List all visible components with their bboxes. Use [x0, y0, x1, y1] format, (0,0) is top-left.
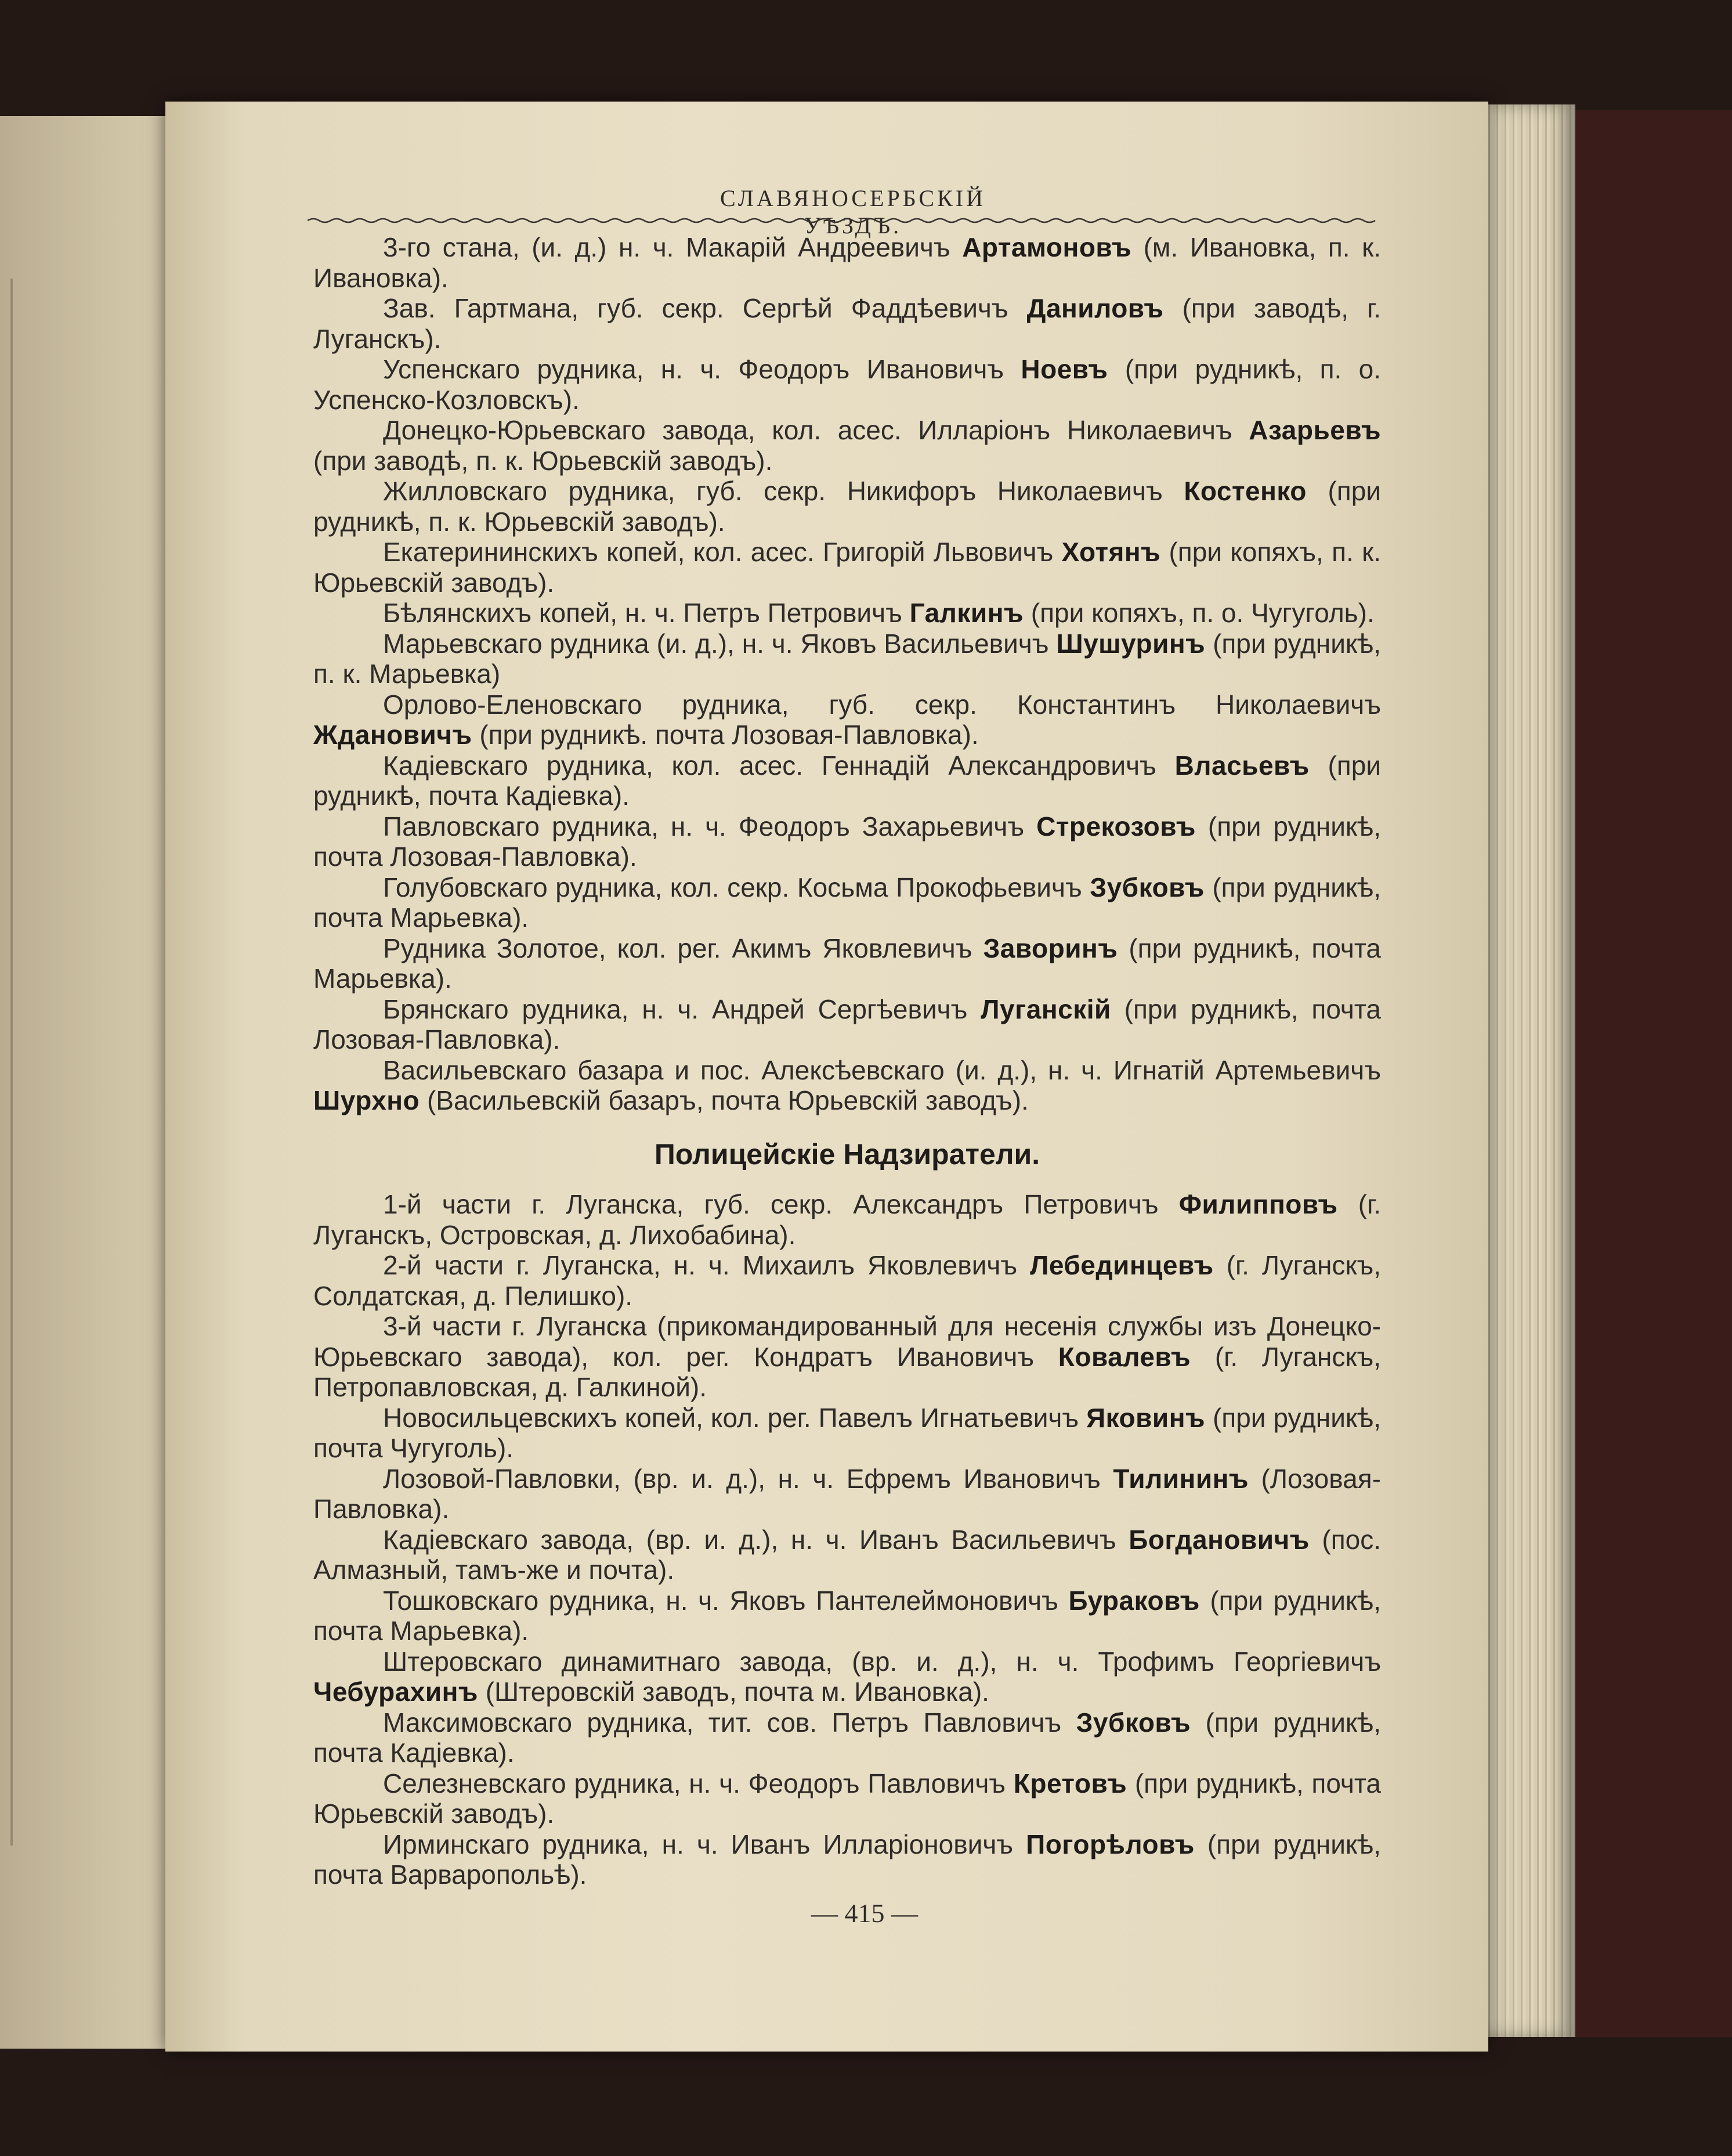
running-title: СЛАВЯНОСЕРБСКІЙ УѢЗДЪ.	[720, 185, 986, 239]
entry-paragraph	[313, 994, 1381, 1055]
official-surname: Погорѣловъ	[1026, 1829, 1195, 1859]
entry-paragraph	[313, 811, 1381, 872]
official-surname: Филипповъ	[1178, 1189, 1338, 1219]
entry-address: (Лозовая-Павловка).	[313, 1463, 1381, 1524]
entry-address: (Васильевскій базаръ, почта Юрьевскій заводъ).	[420, 1085, 1029, 1115]
official-surname: Костенко	[1184, 476, 1307, 506]
entry-address: (при рудникѣ, п. о. Успенско-Козловскъ).	[313, 354, 1381, 415]
entry-post-and-name: Жилловскаго рудника, губ. секр. Никифоръ Николаевичъ	[383, 476, 1184, 506]
book-cover	[1575, 110, 1732, 2037]
entry-paragraph	[313, 933, 1381, 994]
official-surname: Шушуринъ	[1056, 628, 1206, 659]
entry-post-and-name: 1-й части г. Луганска, губ. секр. Александръ Петровичъ	[383, 1189, 1179, 1219]
official-surname: Хотянъ	[1061, 537, 1161, 567]
entry-address: (при копяхъ, п. о. Чугуголь).	[1024, 598, 1375, 628]
official-surname: Зубковъ	[1076, 1707, 1191, 1738]
entry-address: (г. Луганскъ, Островская, д. Лихобабина).	[313, 1189, 1382, 1250]
official-surname: Ковалевъ	[1058, 1341, 1191, 1372]
entry-paragraph	[313, 1768, 1381, 1829]
entry-address: (при рудникѣ, п. к. Марьевка)	[313, 628, 1382, 689]
official-surname: Стрекозовъ	[1036, 811, 1196, 842]
previous-page-edge	[0, 116, 191, 2049]
body-text	[313, 232, 1381, 1890]
entry-address: (при рудникѣ, почта Кадіевка).	[313, 1707, 1382, 1768]
official-surname: Галкинъ	[909, 598, 1024, 628]
entry-post-and-name: Успенскаго рудника, н. ч. Феодоръ Ивановичъ	[383, 354, 1021, 384]
entry-post-and-name: Новосильцевскихъ копей, кол. рег. Павелъ Игнатьевичъ	[383, 1402, 1087, 1433]
official-surname: Артамоновъ	[962, 232, 1132, 262]
official-surname: Чебурахинъ	[313, 1677, 478, 1707]
entry-post-and-name: Тошковскаго рудника, н. ч. Яковъ Пантелеймоновичъ	[383, 1585, 1069, 1616]
page-number: — 415 —	[811, 1898, 918, 1928]
entry-post-and-name: Зав. Гартмана, губ. секр. Сергѣй Фаддѣевичъ	[383, 293, 1027, 323]
entry-address: (при рудникѣ, почта Кадіевка).	[313, 750, 1381, 811]
entry-paragraph	[313, 1525, 1381, 1586]
entry-paragraph	[313, 415, 1381, 476]
entry-paragraph	[313, 1250, 1381, 1311]
section-heading: Полицейскіе Надзиратели.	[654, 1137, 1040, 1171]
entry-paragraph	[313, 1055, 1381, 1116]
official-surname: Ноевъ	[1021, 354, 1108, 384]
entry-post-and-name: Голубовскаго рудника, кол. секр. Косьма Прокофьевичъ	[383, 872, 1090, 902]
entry-address: (при рудникѣ, почта Марьевка).	[313, 872, 1382, 933]
official-surname: Шурхно	[313, 1085, 420, 1115]
entry-address: (при рудникѣ, почта Лозовая-Павловка).	[313, 994, 1381, 1054]
official-surname: Богдановичъ	[1129, 1524, 1310, 1555]
entry-post-and-name: 2-й части г. Луганска, н. ч. Михаилъ Яковлевичъ	[383, 1250, 1030, 1280]
entry-post-and-name: Ирминскаго рудника, н. ч. Иванъ Илларіоновичъ	[383, 1829, 1026, 1859]
entry-address: (при рудникѣ, почта Чугуголь).	[313, 1402, 1381, 1463]
entry-address: (м. Ивановка, п. к. Ивановка).	[313, 232, 1382, 293]
entry-address: (при рудникѣ, п. к. Юрьевскій заводъ).	[313, 476, 1381, 537]
margin-rule	[0, 279, 13, 1846]
entry-paragraph	[313, 872, 1381, 933]
entry-post-and-name: Рудника Золотое, кол. рег. Акимъ Яковлевичъ	[383, 933, 983, 963]
entry-post-and-name: Марьевскаго рудника (и. д.), н. ч. Яковъ Васильевичъ	[383, 628, 1057, 659]
entry-address: (при рудникѣ, почта Варваропольѣ).	[313, 1829, 1381, 1890]
entry-paragraph	[313, 629, 1381, 689]
entry-paragraph	[313, 750, 1381, 811]
entry-address: (при рудникѣ, почта Лозовая-Павловка).	[313, 811, 1381, 872]
entry-address: (при рудникѣ, почта Марьевка).	[313, 1585, 1382, 1646]
entry-post-and-name: Штеровскаго динамитнаго завода, (вр. и. д.), н. ч. Трофимъ Георгіевичъ	[383, 1646, 1381, 1677]
entry-paragraph	[313, 1829, 1381, 1890]
entry-paragraph	[313, 232, 1381, 293]
entry-address: (при заводѣ, г. Луганскъ).	[313, 293, 1381, 354]
entry-post-and-name: Селезневскаго рудника, н. ч. Феодоръ Павловичъ	[383, 1768, 1014, 1799]
official-surname: Даниловъ	[1026, 293, 1164, 323]
entry-post-and-name: Кадіевскаго завода, (вр. и. д.), н. ч. Иванъ Васильевичъ	[383, 1524, 1129, 1555]
wavy-rule	[308, 216, 1381, 225]
entry-post-and-name: Васильевскаго базара и пос. Алексѣевскаго (и. д.), н. ч. Игнатій Артемьевичъ	[383, 1054, 1381, 1085]
entry-paragraph	[313, 1646, 1381, 1707]
entry-paragraph	[313, 1403, 1381, 1464]
entry-address: (пос. Алмазный, тамъ-же и почта).	[313, 1524, 1381, 1585]
entry-post-and-name: Кадіевскаго рудника, кол. асес. Геннадій Александровичъ	[383, 750, 1175, 781]
entry-address: (при рудникѣ, почта Юрьевскій заводъ).	[313, 1768, 1381, 1829]
entry-post-and-name: Максимовскаго рудника, тит. сов. Петръ Павловичъ	[383, 1707, 1076, 1738]
official-surname: Яковинъ	[1086, 1402, 1206, 1433]
entry-paragraph	[313, 1707, 1381, 1768]
entry-post-and-name: Орлово-Еленовскаго рудника, губ. секр. Константинъ Николаевичъ	[383, 689, 1381, 720]
official-surname: Лебединцевъ	[1030, 1250, 1214, 1280]
official-surname: Луганскій	[981, 994, 1111, 1024]
entry-paragraph	[313, 293, 1381, 354]
entry-address: (г. Луганскъ, Петропавловская, д. Галкиной).	[313, 1341, 1381, 1402]
entry-address: (г. Луганскъ, Солдатская, д. Пелишко).	[313, 1250, 1382, 1311]
stanovye-entries	[313, 232, 1381, 1116]
nadzirateli-entries	[313, 1189, 1381, 1890]
entry-paragraph	[313, 354, 1381, 415]
entry-paragraph	[313, 1311, 1381, 1403]
entry-post-and-name: 3-й части г. Луганска (прикомандированный для несенія службы изъ Донецко-Юрьевскаго завода), кол. рег. Кондратъ Ивановичъ	[313, 1311, 1381, 1372]
official-surname: Азарьевъ	[1249, 415, 1381, 445]
entry-address: (при копяхъ, п. к. Юрьевскій заводъ).	[313, 537, 1381, 598]
page-block-edges	[1477, 104, 1575, 2037]
official-surname: Бураковъ	[1068, 1585, 1200, 1616]
entry-paragraph	[313, 1464, 1381, 1525]
official-surname: Кретовъ	[1013, 1768, 1127, 1799]
entry-post-and-name: Екатерининскихъ копей, кол. асес. Григорій Львовичъ	[383, 537, 1062, 567]
entry-post-and-name: Лозовой-Павловки, (вр. и. д.), н. ч. Ефремъ Ивановичъ	[383, 1463, 1113, 1494]
entry-paragraph	[313, 1586, 1381, 1646]
entry-address: (при рудникѣ. почта Лозовая-Павловка).	[472, 720, 979, 750]
entry-address: (при заводѣ, п. к. Юрьевскій заводъ).	[313, 445, 773, 476]
entry-post-and-name: Донецко-Юрьевскаго завода, кол. асес. Илларіонъ Николаевичъ	[383, 415, 1249, 445]
entry-paragraph	[313, 537, 1381, 598]
entry-post-and-name: Павловскаго рудника, н. ч. Феодоръ Захарьевичъ	[383, 811, 1037, 842]
entry-paragraph	[313, 1189, 1381, 1250]
entry-paragraph	[313, 598, 1381, 629]
entry-post-and-name: Бѣлянскихъ копей, н. ч. Петръ Петровичъ	[383, 598, 910, 628]
entry-address: (Штеровскій заводъ, почта м. Ивановка).	[478, 1677, 989, 1707]
entry-paragraph	[313, 689, 1381, 750]
entry-post-and-name: 3-го стана, (и. д.) н. ч. Макарій Андреевичъ	[383, 232, 963, 262]
official-surname: Заворинъ	[983, 933, 1118, 963]
official-surname: Власьевъ	[1174, 750, 1310, 781]
entry-post-and-name: Брянскаго рудника, н. ч. Андрей Сергѣевичъ	[383, 994, 981, 1024]
official-surname: Ждановичъ	[313, 720, 472, 750]
official-surname: Тилининъ	[1113, 1463, 1249, 1494]
entry-paragraph	[313, 476, 1381, 537]
official-surname: Зубковъ	[1090, 872, 1205, 902]
entry-address: (при рудникѣ, почта Марьевка).	[313, 933, 1381, 994]
